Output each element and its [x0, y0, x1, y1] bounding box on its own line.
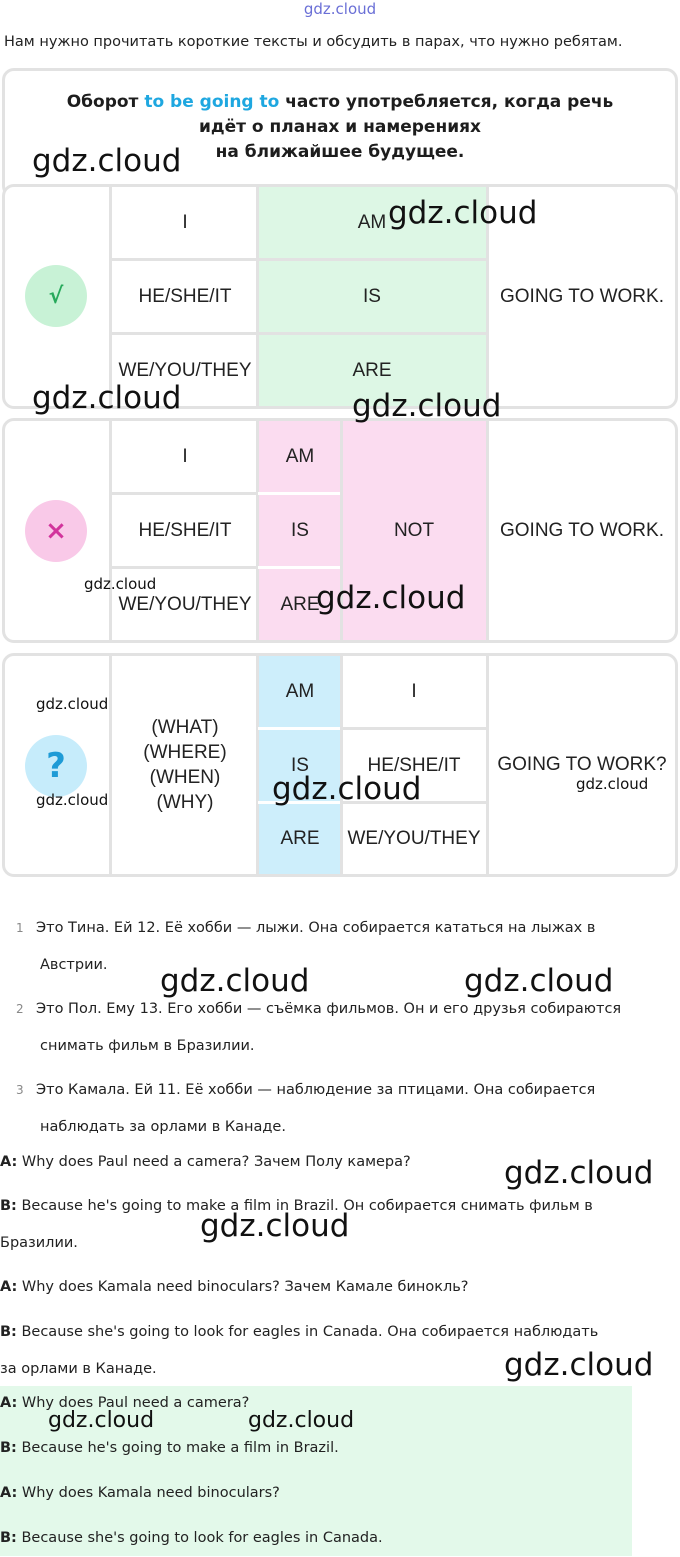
text-number: 2 — [16, 1002, 24, 1016]
negative-ending: GOING TO WORK. — [500, 519, 664, 541]
watermark: gdz.cloud — [36, 695, 109, 713]
wh-why: (WHY) — [156, 792, 214, 813]
check-symbol: √ — [48, 283, 64, 309]
question-verb-2: IS — [291, 755, 309, 776]
dialog-text: Why does Paul need a camera? Зачем Полу камера? — [17, 1154, 411, 1170]
negative-verb-1: AM — [285, 446, 315, 467]
text-line: снимать фильм в Бразилии. — [40, 1038, 255, 1054]
watermark: gdz.cloud — [504, 1155, 654, 1191]
check-icon — [25, 265, 87, 327]
watermark: gdz.cloud — [388, 195, 538, 231]
speaker: A: — [0, 1485, 18, 1501]
negative-subject-1: I — [182, 446, 188, 467]
answer-text: Because she's going to look for eagles in Canada. — [16, 1530, 383, 1546]
speaker: B: — [0, 1530, 17, 1546]
positive-subject-3: WE/YOU/THEY — [118, 360, 252, 381]
positive-verb-3: ARE — [352, 360, 392, 381]
question-subject-2: HE/SHE/IT — [367, 755, 461, 776]
cross-symbol: × — [45, 516, 67, 546]
text-line: Это Тина. Ей 12. Её хобби — лыжи. Она собирается кататься на лыжах в — [36, 920, 596, 936]
watermark: gdz.cloud — [160, 963, 310, 999]
rule-pre: Оборот — [66, 92, 145, 112]
rule-post: часто употребляется, когда речь — [279, 92, 614, 112]
negative-verb-2: IS — [291, 520, 309, 541]
answer-text: Why does Paul need a camera? — [17, 1395, 250, 1411]
site-label[interactable]: gdz.cloud — [303, 0, 377, 18]
rule-highlight: to be going to — [144, 92, 280, 112]
text-line: наблюдать за орлами в Канаде. — [40, 1119, 286, 1135]
wh-what: (WHAT) — [151, 717, 219, 738]
watermark: gdz.cloud — [272, 771, 422, 807]
watermark: gdz.cloud — [504, 1347, 654, 1383]
speaker: B: — [0, 1198, 17, 1214]
answer-line-2 — [0, 1430, 670, 1467]
text-line: Это Камала. Ей 11. Её хобби — наблюдение за птицами. Она собирается — [36, 1082, 596, 1098]
dialog-text: Because she's going to look for eagles in Canada. Она собирается наблюдать — [16, 1324, 599, 1340]
watermark: gdz.cloud — [32, 143, 182, 179]
text-line: Австрии. — [40, 957, 108, 973]
intro-text: Нам нужно прочитать короткие тексты и обсудить в парах, что нужно ребятам. — [4, 34, 623, 50]
speaker: B: — [0, 1324, 17, 1340]
question-verb-1: AM — [285, 681, 315, 702]
watermark: gdz.cloud — [464, 963, 614, 999]
dialog-text: Because he's going to make a film in Brazil. Он собирается снимать фильм в — [16, 1198, 593, 1214]
positive-verb-2: IS — [363, 286, 381, 307]
rule-line3: на ближайшее будущее. — [215, 142, 465, 162]
question-icon — [25, 735, 87, 797]
negative-subject-2: HE/SHE/IT — [138, 520, 232, 541]
dialog-text-cont: Бразилии. — [0, 1235, 78, 1251]
dialog-text-cont: за орлами в Канаде. — [0, 1361, 157, 1377]
positive-verb-1: AM — [357, 212, 387, 233]
question-symbol: ? — [46, 746, 66, 786]
negative-subject-3: WE/YOU/THEY — [118, 594, 252, 615]
watermark: gdz.cloud — [48, 1408, 155, 1433]
positive-ending: GOING TO WORK. — [500, 285, 664, 307]
negative-not: NOT — [342, 421, 486, 640]
text-number: 3 — [16, 1083, 24, 1097]
answer-line-4 — [0, 1520, 670, 1557]
question-wh-words — [112, 656, 258, 874]
question-subject-3: WE/YOU/THEY — [347, 828, 481, 849]
watermark: gdz.cloud — [36, 791, 109, 809]
speaker: A: — [0, 1395, 18, 1411]
text-number: 1 — [16, 921, 24, 935]
watermark: gdz.cloud — [32, 380, 182, 416]
watermark: gdz.cloud — [84, 575, 157, 593]
watermark: gdz.cloud — [248, 1408, 355, 1433]
cross-icon — [25, 500, 87, 562]
watermark: gdz.cloud — [576, 775, 649, 793]
question-subject-1: I — [411, 681, 417, 702]
dialog-text: Why does Kamala need binoculars? Зачем Камале бинокль? — [17, 1279, 469, 1295]
dialog-line-3 — [0, 1269, 670, 1306]
speaker: A: — [0, 1279, 18, 1295]
wh-where: (WHERE) — [143, 742, 227, 763]
positive-subject-2: HE/SHE/IT — [138, 286, 232, 307]
negative-verb-3: ARE — [280, 594, 320, 615]
rule-line2: идёт о планах и намерениях — [198, 117, 482, 137]
question-ending: GOING TO WORK? — [497, 754, 667, 775]
text-item-3 — [16, 1072, 666, 1146]
answer-text: Why does Kamala need binoculars? — [17, 1485, 280, 1501]
speaker: A: — [0, 1154, 18, 1170]
text-item-2 — [16, 991, 666, 1065]
answer-line-3 — [0, 1475, 670, 1512]
watermark: gdz.cloud — [352, 388, 502, 424]
watermark: gdz.cloud — [316, 580, 466, 616]
question-verb-3: ARE — [280, 828, 320, 849]
wh-when: (WHEN) — [149, 767, 221, 788]
answer-text: Because he's going to make a film in Brazil. — [16, 1440, 339, 1456]
watermark: gdz.cloud — [200, 1208, 350, 1244]
speaker: B: — [0, 1440, 17, 1456]
positive-subject-1: I — [182, 212, 188, 233]
text-line: Это Пол. Ему 13. Его хобби — съёмка фильмов. Он и его друзья собираются — [36, 1001, 622, 1017]
